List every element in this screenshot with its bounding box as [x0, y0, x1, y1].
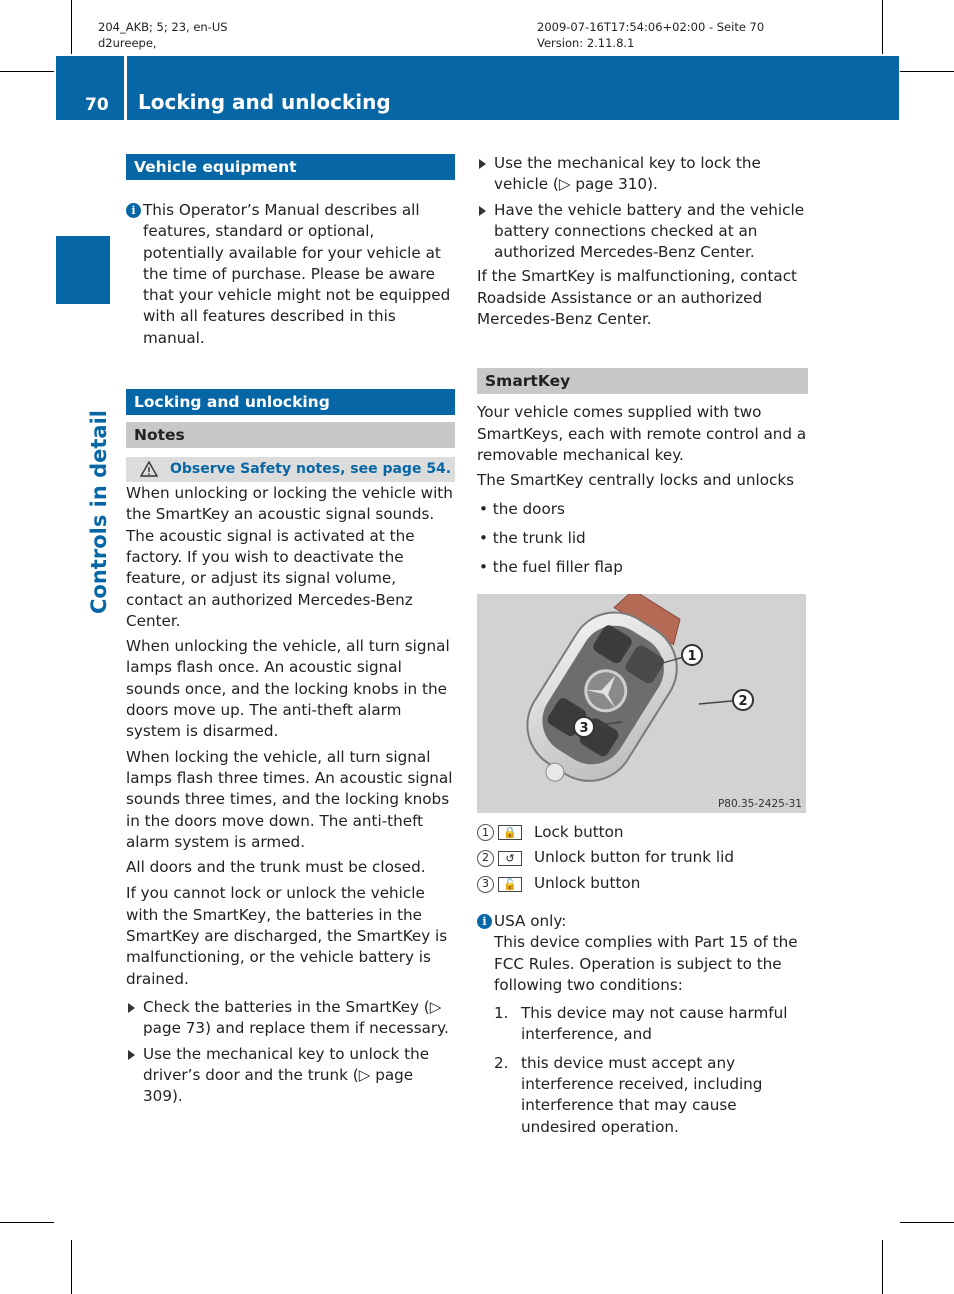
paragraph: The SmartKey centrally locks and unlocks — [477, 471, 795, 490]
crop-mark — [0, 1222, 54, 1223]
crop-mark — [900, 71, 954, 72]
usa-title: USA only: — [494, 912, 567, 930]
callout-3 — [574, 717, 594, 737]
crop-mark — [71, 0, 72, 54]
print-meta-right — [537, 19, 764, 51]
warning-text: Observe Safety notes, see page 54. — [170, 461, 452, 478]
step-item — [477, 153, 808, 196]
right-column-top — [477, 153, 808, 578]
svg-text:3: 3 — [579, 721, 589, 736]
paragraph: If the SmartKey is malfunctioning, contact Roadside Assistance or an authorized Mercedes-Benz Center. — [477, 267, 798, 329]
legend-label: Unlock button for trunk lid — [534, 848, 735, 867]
list-item: • the fuel filler flap — [479, 558, 623, 577]
list-item: • the trunk lid — [479, 528, 586, 547]
side-tab-marker — [56, 236, 110, 304]
step-item — [126, 997, 455, 1040]
print-meta-line: Version: 2.11.8.1 — [537, 36, 635, 50]
trunk-icon: ↺ — [498, 851, 522, 866]
section-label: Controls in detail — [87, 410, 111, 614]
feature-list — [477, 499, 808, 579]
step-text: Use the mechanical key to lock the vehicle (▷ page 310). — [494, 154, 761, 194]
subsection-heading: Notes — [126, 422, 455, 448]
legend-number: 2 — [477, 850, 494, 867]
callout-2 — [733, 690, 753, 710]
legend-number: 3 — [477, 876, 494, 893]
left-column — [126, 154, 455, 1107]
legend-row — [477, 871, 808, 897]
legend-row — [477, 845, 808, 871]
info-icon: i — [477, 914, 492, 929]
info-icon: i — [126, 203, 141, 218]
condition-item — [494, 1003, 808, 1046]
crop-mark — [0, 71, 54, 72]
info-note — [126, 200, 455, 349]
step-text: Use the mechanical key to unlock the driver’s door and the trunk (▷ page 309). — [143, 1044, 430, 1106]
step-text: Check the batteries in the SmartKey (▷ page 73) and replace them if necessary. — [143, 997, 449, 1038]
info-note — [477, 911, 808, 1138]
page-number: 70 — [85, 95, 109, 115]
paragraph: Your vehicle comes supplied with two SmartKeys, each with remote control and a removable mechanical key. — [477, 403, 807, 464]
warning-icon — [140, 461, 158, 477]
svg-text:1: 1 — [687, 649, 697, 664]
figure-code: P80.35-2425-31 — [717, 798, 802, 810]
section-heading: SmartKey — [477, 368, 808, 394]
usa-note — [477, 911, 808, 1138]
step-arrow-icon — [479, 206, 486, 216]
list-item: • the doors — [479, 499, 565, 518]
print-meta-left — [98, 19, 228, 51]
step-arrow-icon — [128, 1050, 135, 1060]
paragraph: When unlocking or locking the vehicle with the SmartKey an acoustic signal sounds. The acoustic signal is activated at the factory. If you wish to deactivate the feature, or adjust its signal volume, contact an authorized Mercedes-Benz Center. — [126, 484, 453, 630]
step-arrow-icon — [128, 1003, 135, 1013]
crop-mark — [71, 1240, 72, 1294]
print-meta-line: 204_AKB; 5; 23, en-US — [98, 20, 228, 34]
callout-1 — [682, 645, 702, 665]
step-item — [477, 200, 808, 264]
unlock-icon: 🔓 — [498, 877, 522, 892]
header-divider — [124, 56, 127, 120]
lock-icon: 🔒 — [498, 825, 522, 840]
section-heading: Vehicle equipment — [126, 154, 455, 180]
svg-text:2: 2 — [738, 694, 748, 709]
condition-text: this device must accept any interference received, including interference that may cause undesired operation. — [521, 1053, 763, 1136]
crop-mark — [900, 1222, 954, 1223]
paragraph: All doors and the trunk must be closed. — [126, 858, 426, 877]
crop-mark — [882, 0, 883, 54]
info-note-text: This Operator’s Manual describes all features, standard or optional, potentially available for your vehicle at the time of purchase. Please be aware that your vehicle might not be equipped with all features described in this manual. — [143, 201, 451, 347]
legend-label: Unlock button — [534, 874, 641, 893]
smartkey-illustration — [477, 594, 806, 813]
step-arrow-icon — [479, 159, 486, 169]
warning-box — [126, 457, 455, 482]
section-heading: Locking and unlocking — [126, 389, 455, 415]
figure-legend — [477, 820, 808, 897]
page-title: Locking and unlocking — [138, 90, 391, 114]
step-text: Have the vehicle battery and the vehicle battery connections checked at an authorized Mercedes-Benz Center. — [494, 200, 805, 262]
crop-mark — [882, 1240, 883, 1294]
condition-text: This device may not cause harmful interference, and — [521, 1004, 788, 1044]
condition-number: 1. — [494, 1004, 509, 1023]
legend-row — [477, 820, 808, 845]
usa-text: This device complies with Part 15 of the FCC Rules. Operation is subject to the following two conditions: — [494, 933, 798, 994]
condition-number: 2. — [494, 1053, 509, 1072]
paragraph: When unlocking the vehicle, all turn signal lamps flash once. An acoustic signal sounds once, and the locking knobs in the doors move up. The anti-theft alarm system is disarmed. — [126, 637, 450, 741]
print-meta-line: d2ureepe, — [98, 36, 157, 50]
step-item — [126, 1044, 455, 1108]
legend-label: Lock button — [534, 822, 624, 841]
legend-number: 1 — [477, 824, 494, 841]
condition-item — [494, 1053, 808, 1138]
smartkey-figure — [477, 594, 806, 813]
paragraph: If you cannot lock or unlock the vehicle with the SmartKey, the batteries in the SmartKey are discharged, the SmartKey is malfunctioning, or the vehicle battery is drained. — [126, 884, 448, 988]
paragraph: When locking the vehicle, all turn signal lamps flash three times. An acoustic signal sounds three times, and the locking knobs in the doors move down. The anti-theft alarm system is armed. — [126, 747, 453, 851]
print-meta-line: 2009-07-16T17:54:06+02:00 - Seite 70 — [537, 20, 765, 34]
